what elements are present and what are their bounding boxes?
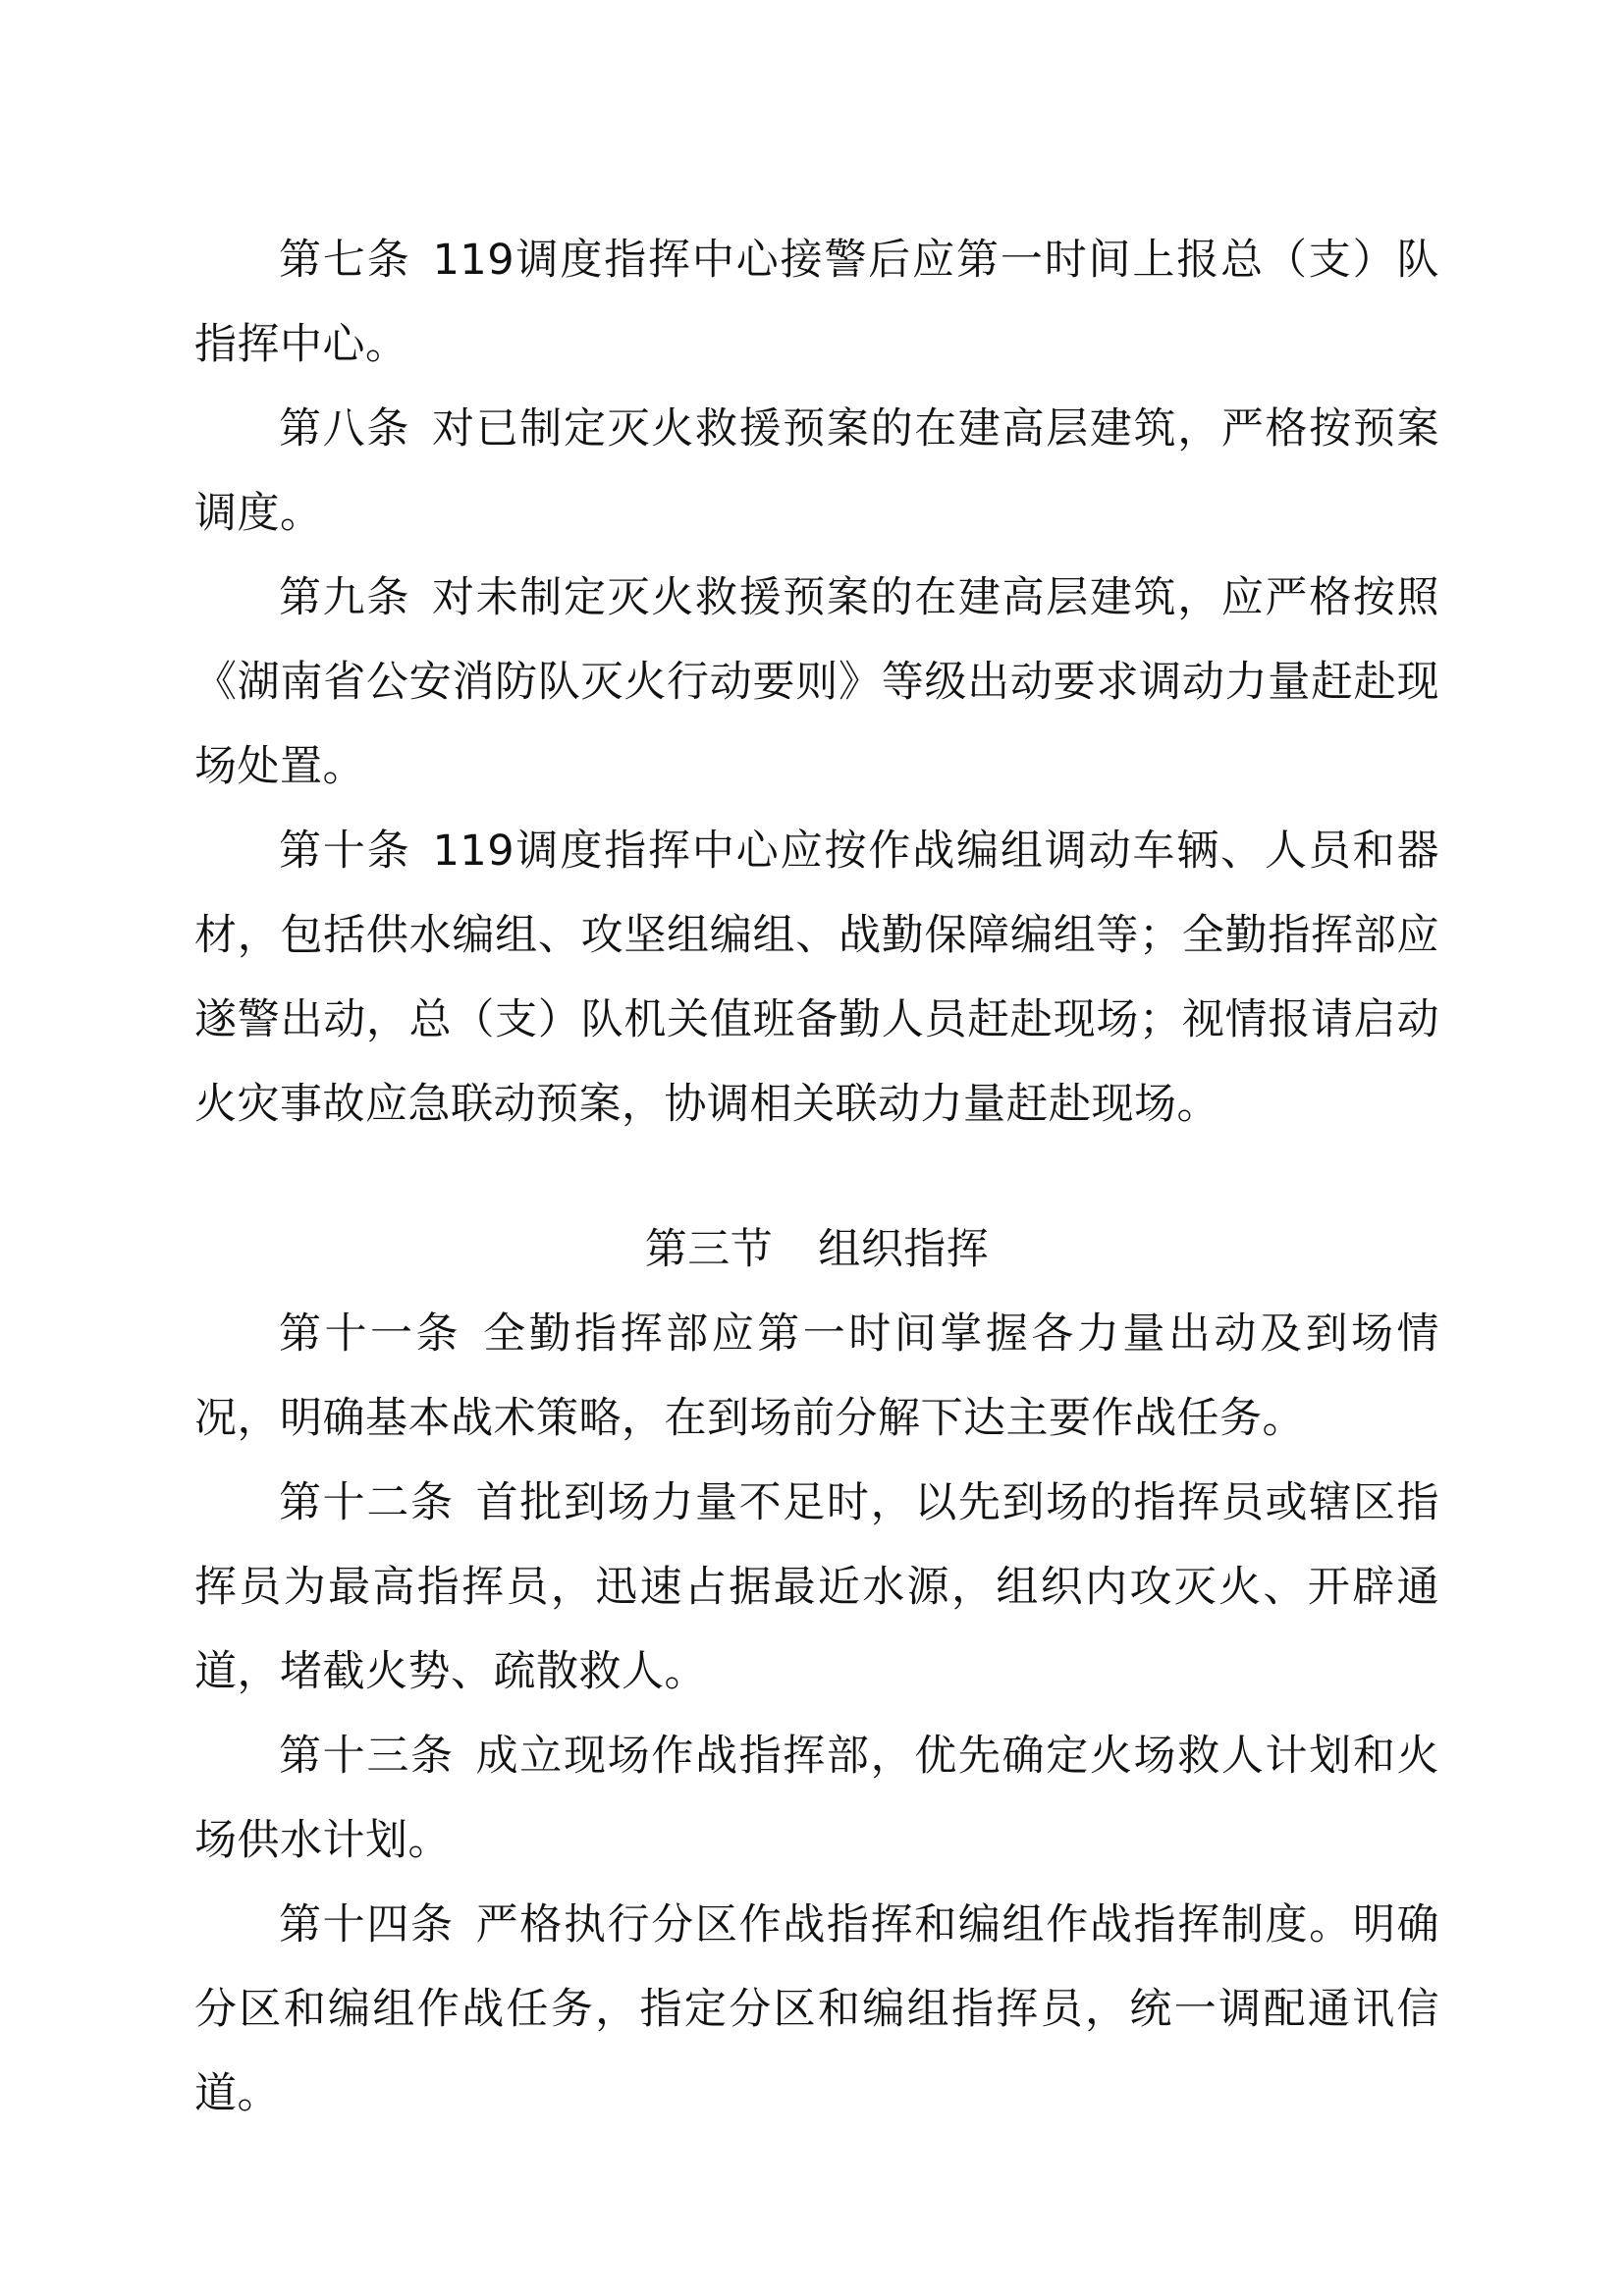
article-8	[194, 387, 1439, 556]
article-text: 严格执行分区作战指挥和编组作战指挥制度。明确分区和编组作战任务，指定分区和编组指挥员，统一调配通讯信道。	[194, 1900, 1440, 2118]
section-heading	[194, 1207, 1439, 1292]
article-text: 对未制定灭火救援预案的在建高层建筑，应严格按照《湖南省公安消防队灭火行动要则》等级出动要求调动力量赶赴现场处置。	[194, 573, 1440, 791]
article-number: 第十一条	[279, 1309, 462, 1359]
article-text: 首批到场力量不足时，以先到场的指挥员或辖区指挥员为最高指挥员，迅速占据最近水源，组织内攻灭火、开辟通道，堵截火势、疏散救人。	[194, 1478, 1440, 1696]
article-text: 对已制定灭火救援预案的在建高层建筑，严格按预案调度。	[194, 404, 1440, 538]
section-number: 第三节	[644, 1225, 774, 1274]
article-7	[194, 218, 1439, 387]
article-text: 成立现场作战指挥部，优先确定火场救人计划和火场供水计划。	[194, 1732, 1440, 1865]
document-body	[194, 218, 1439, 2136]
article-number: 第七条	[279, 236, 411, 285]
article-text: 119调度指挥中心应按作战编组调动车辆、人员和器材，包括供水编组、攻坚组编组、战勤保障编组等；全勤指挥部应遂警出动，总（支）队机关值班备勤人员赶赴现场；视情报请启动火灾事故应急联动预案，协调相关联动力量赶赴现场。	[194, 827, 1440, 1129]
article-11	[194, 1292, 1439, 1461]
article-text: 119调度指挥中心接警后应第一时间上报总（支）队指挥中心。	[194, 236, 1440, 369]
article-12	[194, 1461, 1439, 1714]
article-9	[194, 556, 1439, 809]
article-number: 第十四条	[279, 1900, 455, 1949]
article-number: 第十条	[279, 827, 411, 876]
article-14	[194, 1883, 1439, 2136]
article-number: 第十二条	[279, 1478, 455, 1527]
article-10	[194, 809, 1439, 1147]
article-number: 第九条	[279, 573, 410, 622]
article-number: 第八条	[279, 404, 410, 454]
article-text: 全勤指挥部应第一时间掌握各力量出动及到场情况，明确基本战术策略，在到场前分解下达主要作战任务。	[194, 1309, 1440, 1443]
section-title: 组织指挥	[818, 1225, 990, 1274]
article-number: 第十三条	[279, 1732, 455, 1781]
article-13	[194, 1714, 1439, 1883]
